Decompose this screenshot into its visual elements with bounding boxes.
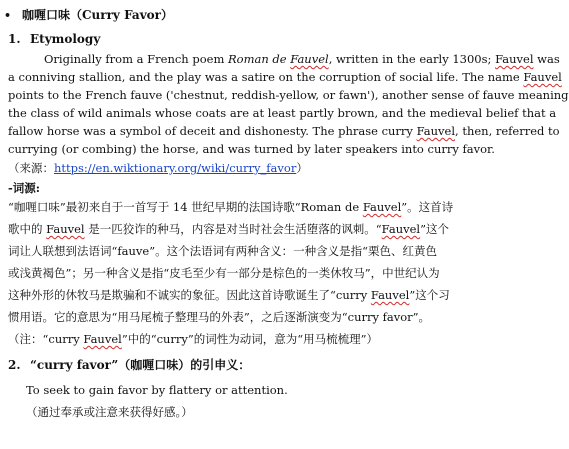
definition-chinese: （通过奉承或注意来获得好感。） — [26, 405, 193, 419]
section-1-title: Etymology — [30, 32, 101, 46]
translation-line-3: 词让人联想到法语词“fauve”。这个法语词有两种含义：一种含义是指“栗色、红黄色 — [8, 244, 437, 258]
definition-english: To seek to gain favor by flattery or attention. — [26, 383, 288, 397]
translation-note: （注：“curry Fauvel”中的“curry”的词性为动词，意为“用马梳梳理”） — [8, 332, 379, 346]
translation-line-2: 歌中的 Fauvel 是一匹狡诈的种马，内容是对当时社会生活堕落的讽刺。“Fauvel”这个 — [8, 222, 449, 236]
etymology-line-5: fallow horse was a symbol of deceit and dishonesty. The phrase curry Fauvel, then, referred to — [8, 124, 560, 138]
translation-label: -词源: — [8, 181, 41, 195]
translation-line-5: 这种外形的休牧马是欺骗和不诚实的象征。因此这首诗歌诞生了“curry Fauvel”这个习 — [8, 288, 450, 302]
etymology-line-4: the class of wild animals whose coats are at least partly brown, and the medieval belief that a — [8, 106, 557, 120]
etymology-line-2: a conniving stallion, and the play was a satire on the corruption of social life. The name Fauvel — [8, 70, 562, 84]
translation-line-6: 惯用语。它的意思为“用马尾梳子整理马的外表”，之后逐渐演变为“curry favor”。 — [8, 310, 431, 324]
etymology-line-6: currying (or combing) the horse, and was turned by later speakers into curry favor. — [8, 142, 495, 156]
page-title: 咖喱口味（Curry Favor） — [22, 8, 174, 22]
section-2-title: “curry favor”（咖喱口味）的引申义： — [30, 358, 251, 372]
translation-line-1: “咖喱口味”最初来自于一首写于 14 世纪早期的法国诗歌“Roman de Fauvel”。这首诗 — [8, 200, 454, 214]
section-1-heading — [8, 32, 100, 46]
section-2-number: 2. — [8, 358, 21, 372]
etymology-line-1: Originally from a French poem Roman de Fauvel, written in the early 1300s; Fauvel was — [44, 52, 560, 66]
etymology-line-3: points to the French fauve ('chestnut, reddish-yellow, or fawn'), another sense of fauve meaning — [8, 88, 569, 102]
translation-line-4: 或浅黄褐色”；另一种含义是指“皮毛至少有一部分是棕色的一类休牧马”，中世纪认为 — [8, 266, 440, 280]
source-link[interactable]: https://en.wiktionary.org/wiki/curry_favor — [54, 161, 297, 175]
section-2-heading — [8, 358, 250, 372]
section-1-number: 1. — [8, 32, 21, 46]
source-citation: （来源：https://en.wiktionary.org/wiki/curry_favor） — [8, 161, 308, 175]
bullet-icon: • — [4, 9, 12, 22]
